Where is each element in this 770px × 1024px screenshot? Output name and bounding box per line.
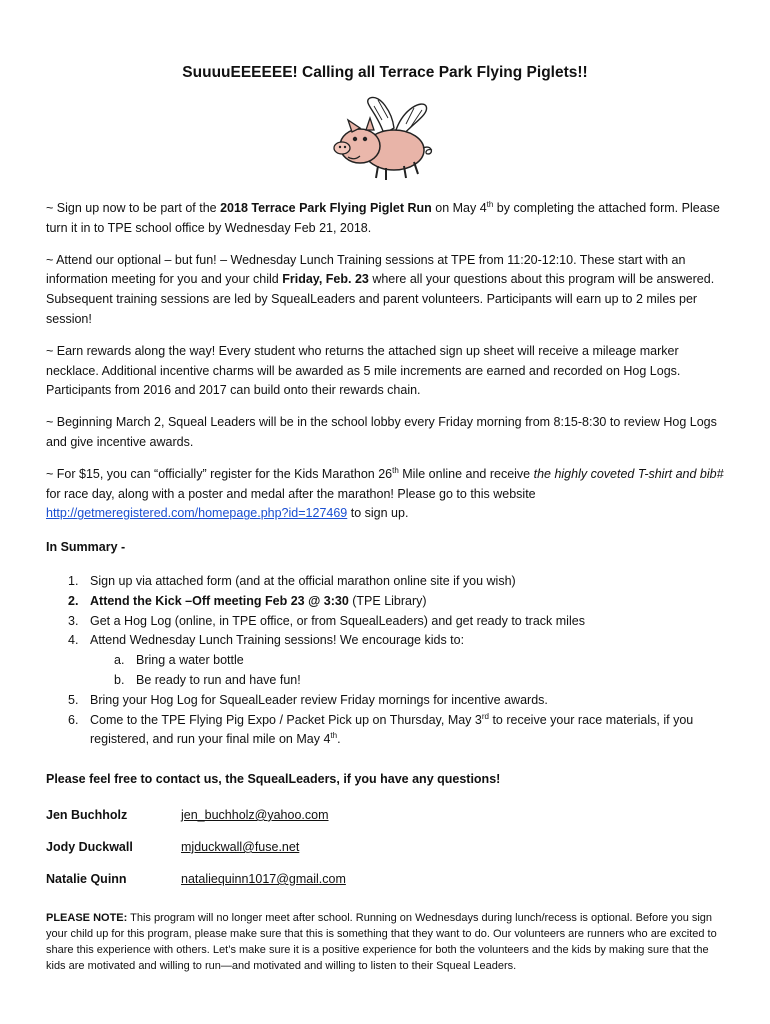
paragraph-register: ~ For $15, you can “officially” register for the Kids Marathon 26th Mile online and receive the highly coveted T-shirt and bib# for race day, along with a poster and medal after the marathon! Please go to this website http://getmeregistered.com/homepage.php?id=127469 to sign up.: [46, 465, 724, 521]
contact-row: [46, 806, 726, 838]
list-item: 1. Sign up via attached form (and at the official marathon online site if you wish): [68, 573, 516, 588]
page-title: SuuuuEEEEEE! Calling all Terrace Park Flying Piglets!!: [182, 64, 588, 81]
contact-email[interactable]: nataliequinn1017@gmail.com: [181, 871, 346, 886]
please-note: PLEASE NOTE: This program will no longer meet after school. Running on Wednesdays during lunch/recess is optional. Before you sign your child up for this program, please make sure that this is something that they want to do. Our volunteers are runners who are excited to share this experience with others. Let’s make sure it is a positive experience for both the volunteers and the kids by making sure that the kids are motivated and willing to run—and motivated and willing to listen to their Squeal Leaders.: [46, 911, 717, 972]
registration-link[interactable]: http://getmeregistered.com/homepage.php?id=127469: [46, 506, 348, 521]
list-item: 6. Come to the TPE Flying Pig Expo / Packet Pick up on Thursday, May 3rd to receive your race materials, if you registered, and run your final mile on May 4th.: [68, 711, 694, 747]
summary-heading: In Summary -: [46, 540, 126, 555]
paragraph-rewards: ~ Earn rewards along the way! Every student who returns the attached sign up sheet will receive a mileage marker necklace. Additional incentive charms will be awarded as 5 mile increments are earned and recorded on Hog Logs. Participants from 2016 and 2017 can build onto their rewards chain.: [46, 343, 681, 398]
flyer-content: [46, 199, 726, 974]
paragraph-training: ~ Attend our optional – but fun! – Wednesday Lunch Training sessions at TPE from 11:20-12:10. These start with an information meeting for you and your child Friday, Feb. 23 where all your questions about this program will be answered. Subsequent training sessions are led by SquealLeaders and parent volunteers. Participants will earn up to 2 miles per session!: [46, 252, 715, 326]
contact-name: Jody Duckwall: [46, 839, 133, 854]
contact-name: Jen Buchholz: [46, 807, 128, 822]
contact-name: Natalie Quinn: [46, 871, 127, 886]
contact-row: [46, 870, 726, 902]
paragraph-signup: ~ Sign up now to be part of the 2018 Terrace Park Flying Piglet Run on May 4th by completing the attached form. Please turn it in to TPE school office by Wednesday Feb 21, 2018.: [46, 199, 720, 235]
contact-row: [46, 838, 726, 870]
contact-email[interactable]: mjduckwall@fuse.net: [181, 839, 300, 854]
list-item: 4. Attend Wednesday Lunch Training sessions! We encourage kids to:: [68, 633, 465, 648]
flying-pig-icon: [322, 94, 444, 184]
list-subitem: b. Be ready to run and have fun!: [114, 672, 301, 687]
list-item: 5. Bring your Hog Log for SquealLeader review Friday mornings for incentive awards.: [68, 692, 548, 707]
list-item: 2. Attend the Kick –Off meeting Feb 23 @ 3:30 (TPE Library): [68, 593, 427, 608]
contact-heading: Please feel free to contact us, the SquealLeaders, if you have any questions!: [46, 772, 501, 787]
list-item: 3. Get a Hog Log (online, in TPE office, or from SquealLeaders) and get ready to track miles: [68, 613, 585, 628]
contact-email[interactable]: jen_buchholz@yahoo.com: [181, 807, 329, 822]
list-subitem: a. Bring a water bottle: [114, 653, 244, 668]
summary-list: [46, 572, 726, 750]
paragraph-hog-logs: ~ Beginning March 2, Squeal Leaders will be in the school lobby every Friday morning from 8:15-8:30 to review Hog Logs and give incentive awards.: [46, 415, 717, 449]
